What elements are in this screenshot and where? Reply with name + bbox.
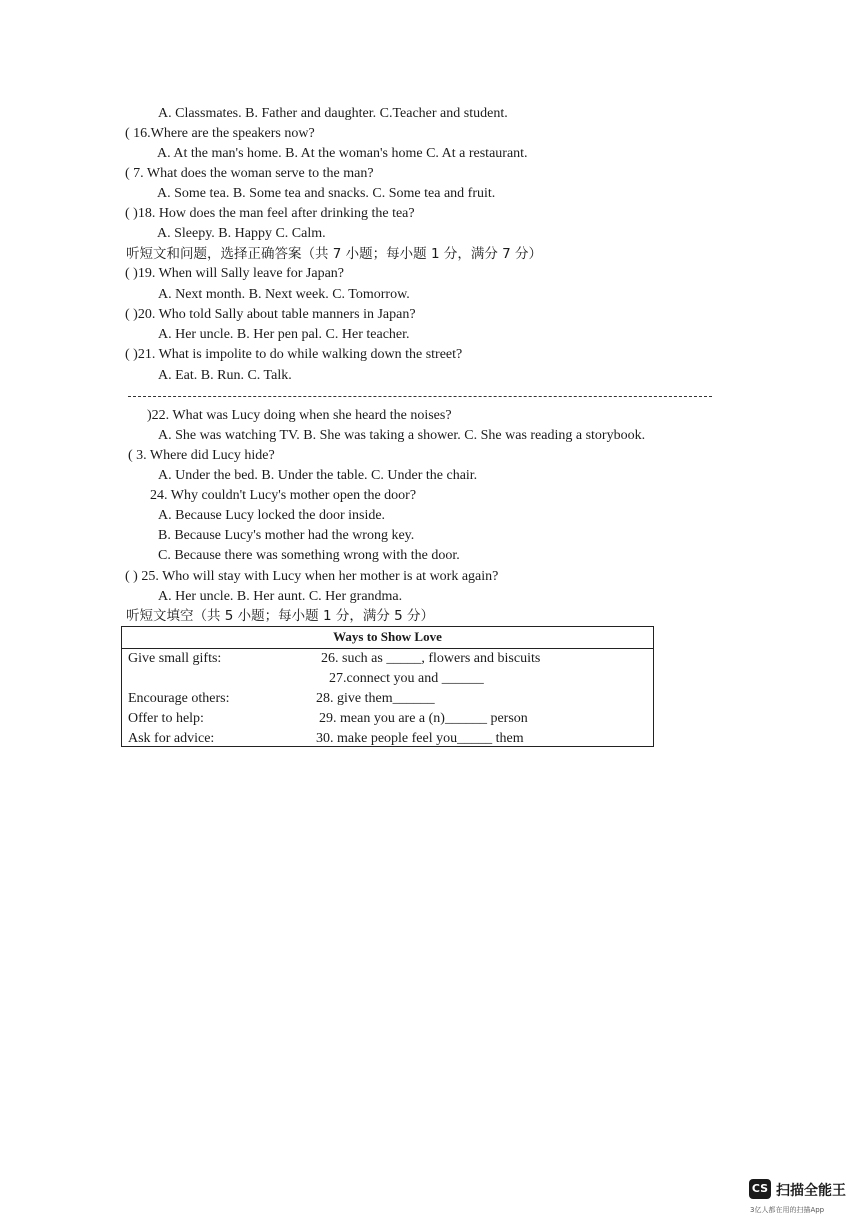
table-row-label: Offer to help: bbox=[128, 711, 204, 726]
q24-option-b: B. Because Lucy's mother had the wrong key. bbox=[158, 528, 415, 543]
q19-question: ( )19. When will Sally leave for Japan? bbox=[125, 266, 345, 281]
q25-question: ( ) 25. Who will stay with Lucy when her mother is at work again? bbox=[125, 569, 499, 584]
q16-options: A. At the man's home. B. At the woman's home C. At a restaurant. bbox=[157, 146, 528, 161]
ways-to-show-love-table bbox=[121, 626, 654, 747]
table-row-item: 27.connect you and ______ bbox=[329, 671, 484, 686]
q24-question: 24. Why couldn't Lucy's mother open the door? bbox=[150, 488, 417, 503]
dashed-divider bbox=[128, 396, 712, 397]
table-title: Ways to Show Love bbox=[122, 627, 653, 649]
q17-question: ( 7. What does the woman serve to the man? bbox=[125, 166, 374, 181]
q18-options: A. Sleepy. B. Happy C. Calm. bbox=[157, 226, 326, 241]
q21-question: ( )21. What is impolite to do while walking down the street? bbox=[125, 347, 463, 362]
q16-question: ( 16.Where are the speakers now? bbox=[125, 126, 315, 141]
camscanner-logo-icon: CS bbox=[749, 1179, 771, 1199]
section-heading-choice: 听短文和问题，选择正确答案（共 7 小题；每小题 1 分，满分 7 分） bbox=[126, 246, 543, 262]
table-row-label: Ask for advice: bbox=[128, 731, 215, 746]
table-row-label: Give small gifts: bbox=[128, 651, 222, 666]
q20-question: ( )20. Who told Sally about table manners in Japan? bbox=[125, 307, 416, 322]
table-row-item: 26. such as _____, flowers and biscuits bbox=[321, 651, 541, 666]
q22-question: )22. What was Lucy doing when she heard the noises? bbox=[147, 408, 452, 423]
q21-options: A. Eat. B. Run. C. Talk. bbox=[158, 368, 292, 383]
table-row-item: 28. give them______ bbox=[316, 691, 435, 706]
q23-options: A. Under the bed. B. Under the table. C. Under the chair. bbox=[158, 468, 478, 483]
section-heading-fill: 听短文填空（共 5 小题；每小题 1 分，满分 5 分） bbox=[126, 608, 435, 624]
q19-options: A. Next month. B. Next week. C. Tomorrow. bbox=[158, 287, 410, 302]
camscanner-brand: 扫描全能王 bbox=[776, 1183, 846, 1199]
camscanner-tagline: 3亿人都在用的扫描App bbox=[750, 1206, 825, 1214]
q17-options: A. Some tea. B. Some tea and snacks. C. Some tea and fruit. bbox=[157, 186, 496, 201]
q18-question: ( )18. How does the man feel after drinking the tea? bbox=[125, 206, 415, 221]
q24-option-a: A. Because Lucy locked the door inside. bbox=[158, 508, 386, 523]
q22-options: A. She was watching TV. B. She was taking a shower. C. She was reading a storybook. bbox=[158, 428, 646, 443]
q20-options: A. Her uncle. B. Her pen pal. C. Her teacher. bbox=[158, 327, 410, 342]
table-row-item: 30. make people feel you_____ them bbox=[316, 731, 524, 746]
q23-question: ( 3. Where did Lucy hide? bbox=[128, 448, 275, 463]
q24-option-c: C. Because there was something wrong with the door. bbox=[158, 548, 460, 563]
table-row-label: Encourage others: bbox=[128, 691, 230, 706]
q25-options: A. Her uncle. B. Her aunt. C. Her grandma. bbox=[158, 589, 403, 604]
q15-options: A. Classmates. B. Father and daughter. C.Teacher and student. bbox=[158, 106, 508, 121]
table-row-item: 29. mean you are a (n)______ person bbox=[319, 711, 528, 726]
